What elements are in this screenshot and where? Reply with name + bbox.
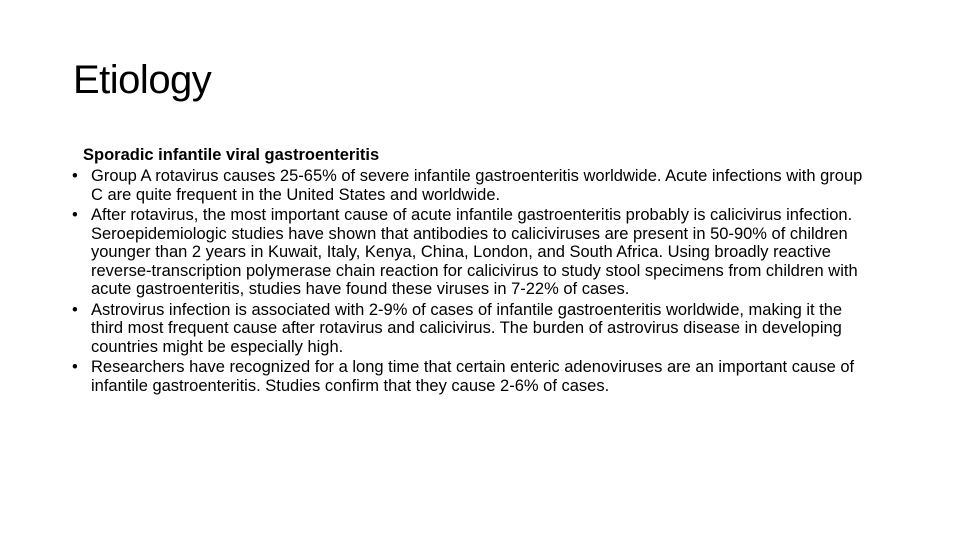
subheading: Sporadic infantile viral gastroenteritis <box>83 146 380 164</box>
bullet-icon: • <box>72 358 78 376</box>
slide-content <box>72 145 872 397</box>
bullet-icon: • <box>72 167 78 185</box>
bullet-text: Astrovirus infection is associated with 2-9% of cases of infantile gastroenteritis worldwide, making it the third most frequent cause after rotavirus and calicivirus. The burden of astrovirus disease in developing countries might be especially high. <box>91 300 843 356</box>
bullet-icon: • <box>72 300 78 319</box>
slide-title: Etiology <box>73 58 212 102</box>
bullet-text: After rotavirus, the most important cause of acute infantile gastroenteritis probably is calicivirus infection. Seroepidemiologic studies have shown that antibodies to caliciviruses are present in 50-90% of children younger than 2 years in Kuwait, Italy, Kenya, China, London, and South Africa. Using broadly reactive reverse-transcription polymerase chain reaction for calicivirus to study stool specimens from children with acute gastroenteritis, studies have found these viruses in 7-22% of cases. <box>91 206 858 298</box>
bullet-icon: • <box>72 206 78 224</box>
bullet-item <box>72 167 872 204</box>
bullet-list <box>72 167 872 395</box>
bullet-item <box>72 301 872 357</box>
bullet-item <box>72 206 872 299</box>
bullet-text: Group A rotavirus causes 25-65% of severe infantile gastroenteritis worldwide. Acute infections with group C are quite frequent in the United States and worldwide. <box>91 167 863 204</box>
bullet-item <box>72 358 872 395</box>
bullet-text: Researchers have recognized for a long time that certain enteric adenoviruses are an important cause of infantile gastroenteritis. Studies confirm that they cause 2-6% of cases. <box>91 358 855 395</box>
